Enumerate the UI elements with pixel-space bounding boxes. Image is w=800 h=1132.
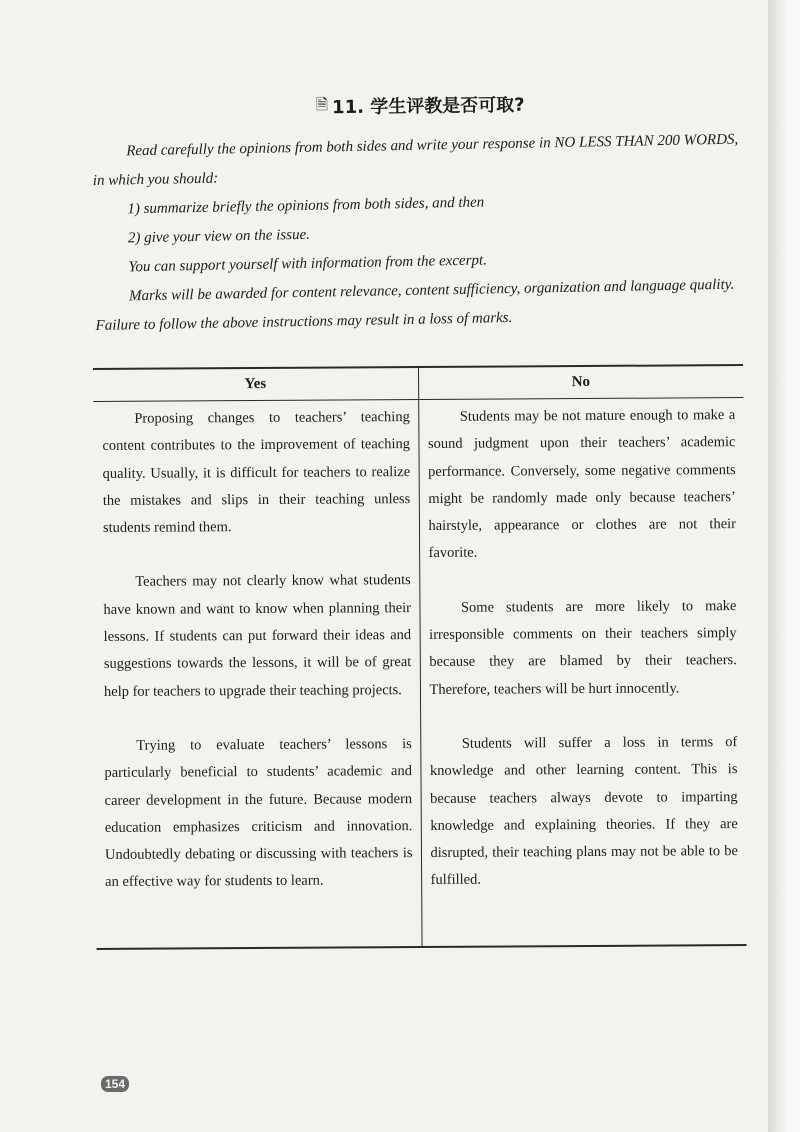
opinions-table [93,364,747,950]
instruction-item-1: 1) summarize briefly the opinions from both sides, and then [127,194,485,218]
yes-column [93,400,421,949]
instruction-marks: Marks will be awarded for content relevance, content sufficiency, organization and language quality. Failure to follow the above instructions may result in a loss of marks. [95,276,735,334]
instruction-item-2: 2) give your view on the issue. [127,226,311,247]
no-opinion: Students may be not mature enough to make a sound judgment upon their teachers’ academic performance. Conversely, some negative comments might be randomly made only because teachers’ hairstyle, appearance or clothes are not their favorite. [427,407,737,562]
instruction-support: You can support yourself with information from the excerpt. [128,252,488,276]
opinions-table-wrap [93,364,747,950]
yes-opinion: Proposing changes to teachers’ teaching content contributes to the improvement of teaching quality. Usually, it is difficult for teachers to realize the mistakes and slips in their teaching unless students remind them. [102,409,411,537]
yes-opinion: Teachers may not clearly know what students have known and want to know when planning their lessons. If students can put forward their ideas and suggestions towards the lessons, it will be of great help for teachers to upgrade their teaching projects. [103,572,412,700]
document-icon: 🗎 [315,94,329,113]
page-number: 154 [101,1076,129,1092]
instructions [92,125,748,340]
yes-opinion: Trying to evaluate teachers’ lessons is particularly beneficial to students’ academic and career development in the future. Because modern education emphasizes criticism and innovation. Undoubtedly debating or discussing with teachers is an effective way for students to learn. [104,736,413,891]
header-no: No [418,365,743,399]
page-edge [768,0,800,1132]
no-opinion: Some students are more likely to make irresponsible comments on their teachers simply because they are blamed by their teachers. Therefore, teachers will be hurt innocently. [429,597,737,698]
instruction-main: Read carefully the opinions from both sides and write your response in NO LESS THAN 200 WORDS, in which you should: [92,131,739,189]
no-column [418,398,746,947]
question-title-text: 11. 学生评教是否可取? [331,94,525,119]
header-yes: Yes [93,367,418,401]
no-opinion: Students will suffer a loss in terms of knowledge and other learning content. This is because teachers always devote to imparting knowledge and explaining theories. If they are disrupted, their teaching plans may not be able to be fulfilled. [429,734,739,889]
question-title [316,91,525,120]
